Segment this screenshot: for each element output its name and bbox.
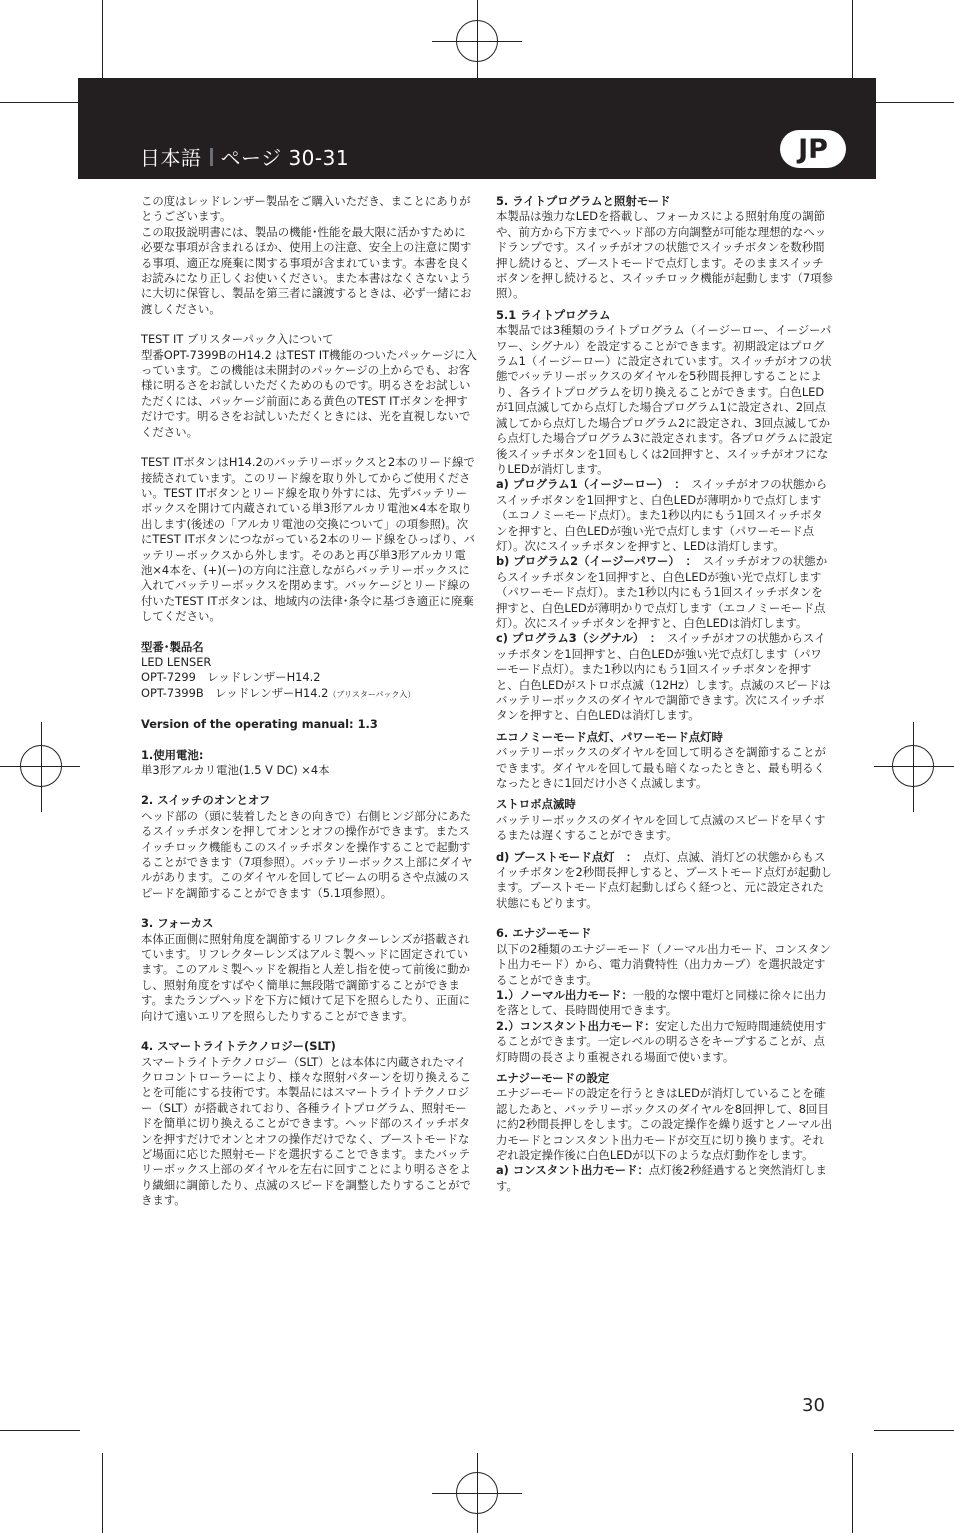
crop-mark	[102, 1453, 103, 1533]
crop-mark	[102, 0, 103, 80]
program-b-label: b) プログラム2（イージーパワー） ：	[496, 554, 692, 569]
section-1-body: 単3形アルカリ電池(1.5 V DC) ×4本	[141, 763, 330, 777]
section-3-body: 本体正面側に照射角度を調節するリフレクターレンズが搭載されています。リフレクターレンズはアルミ製ヘッドに固定されています。このアルミ製ヘッドを親指と人差し指を使って前後に動かし、照射角度をすばやく簡単に無段階で調節することができます。またランプヘッドを下方に傾けて足下を照らしたり、正面に向けて遠いエリアを照らしたりすることができます。	[141, 931, 470, 1023]
program-c	[496, 631, 833, 723]
energy-setting-body: エナジーモードの設定を行うときはLEDが消灯していることを確認したあと、バッテリーボックスのダイヤルを8回押して、8回目に約2秒間長押しをします。この設定操作を繰り返すとノーマル出力モードとコンスタント出力モードが交互に切り換ります。それぞれ設定操作後に白色LEDが以下のような点灯動作をします。	[496, 1086, 833, 1162]
section-4-heading: 4. スマートライトテクノロジー(SLT)	[141, 1039, 336, 1054]
boost-mode	[496, 850, 833, 912]
crop-mark	[874, 102, 954, 103]
eco-power-heading: エコノミーモード点灯、パワーモード点灯時	[496, 729, 723, 744]
constant-mode-label: 2.）コンスタント出力モード：	[496, 1018, 656, 1033]
section-3-heading: 3. フォーカス	[141, 916, 214, 931]
program-b	[496, 554, 833, 631]
header-title	[140, 142, 349, 171]
boost-mode-body: 点灯、点滅、消灯どの状態からもスイッチボタンを2秒間長押しすると、ブーストモード点灯が起動します。ブーストモード点灯起動しばらく経つと、元に設定された状態にもどります。	[496, 849, 832, 910]
section-5-1-body: 本製品では3種類のライトプログラム（イージーロー、イージーパワー、シグナル）を設定することができます。初期設定はプログラム1（イージーロー）に設定されています。スイッチがオフの状態でバッテリーボックスのダイヤルを5秒間長押しすることにより、各ライトプログラムを切り換えることができます。白色LEDが1回点滅してから点灯した場合プログラム1に設定され、2回点滅してから点灯した場合プログラム2に設定され、3回点滅してから点灯した場合プログラム3に設定されます。各プログラムに設定後スイッチボタンを1回もしくは2回押すと、スイッチがオフになりLEDが消灯します。	[496, 323, 833, 476]
normal-mode-body: 一般的な懐中電灯と同様に徐々に出力を落として、長時間使用できます。	[496, 987, 827, 1018]
model-line-2-text: OPT-7399B レッドレンザーH14.2	[141, 685, 329, 700]
registration-mark	[432, 41, 522, 42]
constant-mode-body: 安定した出力で短時間連続使用することができます。一定レベルの明るさをキープすることが、点灯時間の長さより重視される場面で使います。	[496, 1018, 827, 1064]
model-line-2-note: （ブリスターパック入）	[328, 689, 416, 699]
program-a-label: a) プログラム1（イージーロー） ：	[496, 477, 680, 492]
header-separator	[210, 148, 213, 166]
normal-mode-label: 1.）ノーマル出力モード：	[496, 987, 633, 1002]
constant-mode	[496, 1019, 833, 1065]
crop-mark	[852, 0, 853, 80]
right-column	[496, 194, 833, 1194]
crop-mark	[0, 1430, 80, 1431]
section-6-heading: 6. エナジーモード	[496, 926, 592, 941]
testit-title: TEST IT ブリスターパック入について	[141, 332, 334, 347]
program-c-body: スイッチがオフの状態からスイッチボタンを1回押すと、白色LEDが強い光で点灯します（パワーモード点灯）。また1秒以内にもう1回スイッチボタンを押すと、白色LEDがストロボ点滅（12Hz）します。点滅のスピードはバッテリーボックスのダイヤルで調節できます。次にスイッチボタンを押すと、白色LEDは消灯します。	[496, 631, 831, 723]
program-a-body: スイッチがオフの状態からスイッチボタンを1回押すと、白色LEDが薄明かりで点灯します（エコノミーモード点灯）。また1秒以内にもう1回スイッチボタンを押すと、白色LEDが強い光で点灯します（パワーモード点灯）。次にスイッチボタンを押すと、LEDは消灯します。	[496, 477, 828, 553]
section-5-1-heading: 5.1 ライトプログラム	[496, 307, 611, 322]
crop-mark	[874, 1430, 954, 1431]
model-line-2	[141, 686, 477, 702]
crop-mark	[852, 1453, 853, 1533]
intro-thanks: この度はレッドレンザー製品をご購入いただき、まことにありがとうございます。	[141, 194, 471, 224]
section-2-body: ヘッド部の（頭に装着したときの向きで）右側ヒンジ部分にあたるスイッチボタンを押してオンとオフの操作ができます。またスイッチロック機能もこのスイッチボタンを操作することで起動することができます（7項参照）。バッテリーボックス上部にダイヤルがあります。このダイヤルを回してビームの明るさや点滅のスピードを調節することができます（5.1項参照）。	[141, 808, 473, 900]
boost-mode-label: d) ブーストモード点灯 ：	[496, 849, 632, 864]
registration-mark	[477, 0, 478, 78]
strobe-body: バッテリーボックスのダイヤルを回して点滅のスピードを早くするまたは遅くすることができます。	[496, 812, 826, 843]
manual-version: Version of the operating manual: 1.3	[141, 717, 378, 732]
language-badge: JP	[780, 130, 846, 168]
constant-output-a-label: a) コンスタント出力モード：	[496, 1163, 649, 1178]
strobe-heading: ストロボ点滅時	[496, 797, 576, 812]
registration-mark	[432, 1493, 522, 1494]
model-line-1: OPT-7299 レッドレンザーH14.2	[141, 670, 321, 685]
testit-removal: TEST ITボタンはH14.2のバッテリーボックスと2本のリード線で接続されています。このリード線を取り外してからご使用ください。TEST ITボタンとリード線を取り外すには、先ずバッテリーボックスを開けて内蔵されている単3形アルカリ電池×4本を取り出します(後述の「アルカリ電池の交換について」の項参照)。次にTEST ITボタンにつながっている2本のリード線をひっぱり、バッテリーボックスから外します。そのあと再び単3形アルカリ電池×4本を、(+)(ー)の方向に注意しながらバッテリーボックスに入れてバッテリーボックスを閉めます。バッケージとリード線の付いたTEST ITボタンは、地域内の法律･条令に基づき適正に廃棄してください。	[141, 455, 476, 624]
section-5-body: 本製品は強力なLEDを搭載し、フォーカスによる照射角度の調節や、前方から下方までヘッド部の方向調整が可能な理想的なヘッドランプです。スイッチがオフの状態でスイッチボタンを数秒間押し続けると、ブーストモードで点灯します。そのままスイッチボタンを押し続けると、スイッチロック機能が起動します（7項参照）。	[496, 209, 833, 301]
constant-output-a	[496, 1163, 833, 1194]
section-6-body: 以下の2種類のエナジーモード（ノーマル出力モード、コンスタント出力モード）から、電力消費特性（出力カーブ）を選択設定することができます。	[496, 941, 831, 987]
registration-mark	[0, 766, 80, 767]
program-b-body: スイッチがオフの状態からスイッチボタンを1回押すと、白色LEDが強い光で点灯します（パワーモード点灯）。また1秒以内にもう1回スイッチボタンを押すと、白色LEDが薄明かりで点灯します（エコノミーモード点灯）。次にスイッチボタンを押すと、白色LEDは消灯します。	[496, 554, 828, 630]
page-number: 30	[802, 1395, 825, 1416]
section-4-body: スマートライトテクノロジー（SLT）とは本体に内蔵されたマイクロコントローラーにより、様々な照射パターンを切り換えることを可能にする技術です。本製品にはスマートライトテクノロジー（SLT）が搭載されており、各種ライトプログラム、照射モードを簡単に切り換えることができます。ヘッド部のスイッチボタンを押すだけでオンとオフの操作だけでなく、ブーストモードなど場面に応じた照射モードを選択することできます。またバッテリーボックス上部のダイヤルを左右に回すことにより明るさをより繊細に調節したり、点滅のスピードを調整したりすることができます。	[141, 1054, 472, 1208]
normal-mode	[496, 988, 833, 1019]
page-range: ページ 30-31	[220, 146, 350, 170]
energy-setting-heading: エナジーモードの設定	[496, 1070, 610, 1085]
registration-mark	[41, 722, 42, 812]
program-a	[496, 477, 833, 554]
testit-body: 型番OPT-7399BのH14.2 はTEST IT機能のついたパッケージに入っています。この機能は未開封のパッケージの上からでも、お客様に明るさをお試しいただくためのものです。明るさをお試しいただくには、パッケージ前面にある黄色のTEST ITボタンを押すだけです。明るさをお試しいただくときには、光を直視しないでください。	[141, 347, 477, 439]
intro-manual: この取扱説明書には、製品の機能･性能を最大限に活かすために必要な事項が含まれるほか、使用上の注意、安全上の注意に関する事項、適正な廃棄に関する事項が含まれています。本書を良くお読みになり正しくお使いください。また本書はなくさないように大切に保管し、製品を第三者に譲渡するときは、必ず一緒にお渡しください。	[141, 224, 472, 316]
section-5-heading: 5. ライトプログラムと照射モード	[496, 194, 671, 208]
page-header	[78, 78, 876, 179]
model-brand: LED LENSER	[141, 654, 212, 669]
program-c-label: c) プログラム3（シグナル） ：	[496, 631, 656, 646]
model-heading: 型番･製品名	[141, 639, 204, 654]
crop-mark	[0, 102, 80, 103]
section-1-heading: 1.使用電池:	[141, 747, 204, 762]
left-column	[141, 194, 477, 1209]
registration-mark	[913, 722, 914, 812]
language-label: 日本語	[140, 146, 202, 170]
eco-power-body: バッテリーボックスのダイヤルを回して明るさを調節することができます。ダイヤルを回して最も暗くなったときと、最も明るくなったときに1回だけ小さく点滅します。	[496, 745, 826, 791]
section-2-heading: 2. スイッチのオンとオフ	[141, 793, 271, 808]
registration-mark	[874, 766, 954, 767]
constant-output-a-body: 点灯後2秒経過すると突然消灯します。	[496, 1163, 827, 1193]
